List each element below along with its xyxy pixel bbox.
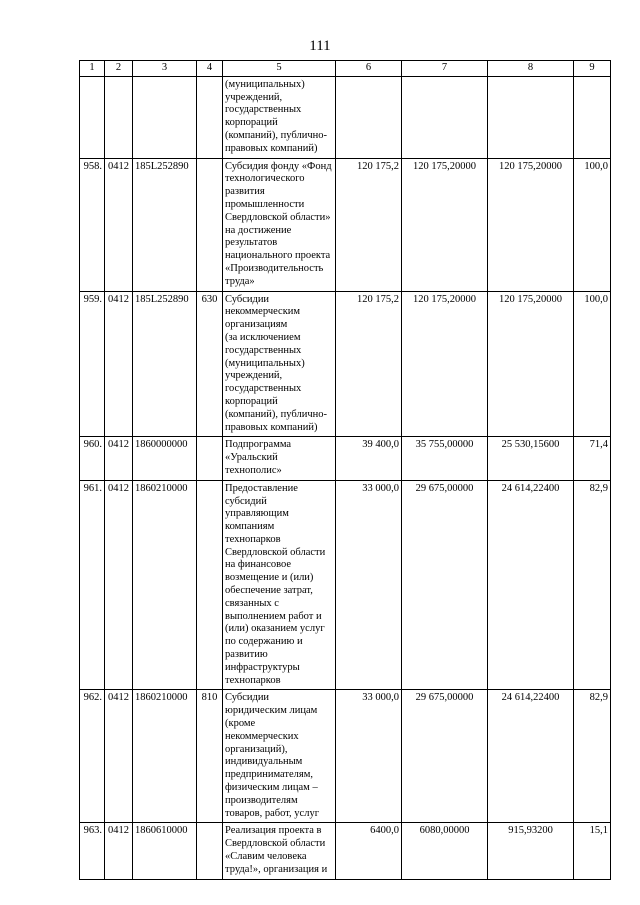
- header-row: [80, 61, 611, 77]
- value-col8: 24 614,22400: [488, 690, 574, 823]
- expense-type: [197, 480, 223, 690]
- target-code: 1860210000: [133, 480, 197, 690]
- header-cell: 5: [223, 61, 336, 77]
- section-code: 0412: [105, 480, 133, 690]
- expense-type: [197, 437, 223, 480]
- expense-type: 810: [197, 690, 223, 823]
- table-row: [80, 291, 611, 437]
- value-col7: 6080,00000: [402, 823, 488, 879]
- header-cell: 9: [574, 61, 611, 77]
- value-col6: 6400,0: [336, 823, 402, 879]
- table-row: [80, 158, 611, 291]
- row-number: 961.: [80, 480, 105, 690]
- section-code: [105, 76, 133, 158]
- table-row: [80, 823, 611, 879]
- header-cell: 4: [197, 61, 223, 77]
- table-row: [80, 480, 611, 690]
- budget-table: [79, 60, 611, 880]
- value-col6: 33 000,0: [336, 480, 402, 690]
- row-number: 960.: [80, 437, 105, 480]
- value-col6: 33 000,0: [336, 690, 402, 823]
- description: Субсидия фонду «Фонд технологического развития промышленности Свердловской области» на достижение результатов национального проекта «Производительность труда»: [223, 158, 336, 291]
- description: Субсидии некоммерческим организациям (за исключением государственных (муниципальных) учреждений, государственных корпораций (компаний), публично- правовых компаний): [223, 291, 336, 437]
- table-row: [80, 76, 611, 158]
- value-col9: 71,4: [574, 437, 611, 480]
- value-col7: [402, 76, 488, 158]
- target-code: 185L252890: [133, 158, 197, 291]
- header-cell: 3: [133, 61, 197, 77]
- header-cell: 1: [80, 61, 105, 77]
- table-row: [80, 690, 611, 823]
- header-cell: 2: [105, 61, 133, 77]
- value-col7: 29 675,00000: [402, 480, 488, 690]
- expense-type: [197, 823, 223, 879]
- section-code: 0412: [105, 291, 133, 437]
- value-col8: 120 175,20000: [488, 291, 574, 437]
- target-code: 185L252890: [133, 291, 197, 437]
- header-cell: 6: [336, 61, 402, 77]
- value-col7: 120 175,20000: [402, 158, 488, 291]
- row-number: 962.: [80, 690, 105, 823]
- target-code: 1860210000: [133, 690, 197, 823]
- value-col6: [336, 76, 402, 158]
- value-col8: 25 530,15600: [488, 437, 574, 480]
- value-col8: 120 175,20000: [488, 158, 574, 291]
- value-col8: 915,93200: [488, 823, 574, 879]
- row-number: 963.: [80, 823, 105, 879]
- value-col7: 35 755,00000: [402, 437, 488, 480]
- description: Субсидии юридическим лицам (кроме некоммерческих организаций), индивидуальным предпринимателям, физическим лицам – производителям товаров, работ, услуг: [223, 690, 336, 823]
- value-col7: 120 175,20000: [402, 291, 488, 437]
- description: Подпрограмма «Уральский технополис»: [223, 437, 336, 480]
- header-cell: 7: [402, 61, 488, 77]
- row-number: 958.: [80, 158, 105, 291]
- value-col9: 100,0: [574, 291, 611, 437]
- value-col8: [488, 76, 574, 158]
- header-cell: 8: [488, 61, 574, 77]
- value-col6: 39 400,0: [336, 437, 402, 480]
- value-col8: 24 614,22400: [488, 480, 574, 690]
- section-code: 0412: [105, 158, 133, 291]
- description: Реализация проекта в Свердловской области «Славим человека труда!», организация и: [223, 823, 336, 879]
- expense-type: [197, 158, 223, 291]
- value-col9: 100,0: [574, 158, 611, 291]
- description: Предоставление субсидий управляющим компаниям технопарков Свердловской области на финансовое возмещение и (или) обеспечение затрат, связанных с выполнением работ и (или) оказанием услуг по содержанию и развитию инфраструктуры технопарков: [223, 480, 336, 690]
- section-code: 0412: [105, 823, 133, 879]
- row-number: 959.: [80, 291, 105, 437]
- value-col9: 82,9: [574, 480, 611, 690]
- value-col7: 29 675,00000: [402, 690, 488, 823]
- description: (муниципальных) учреждений, государственных корпораций (компаний), публично- правовых компаний): [223, 76, 336, 158]
- value-col6: 120 175,2: [336, 291, 402, 437]
- value-col9: 15,1: [574, 823, 611, 879]
- target-code: 1860610000: [133, 823, 197, 879]
- target-code: [133, 76, 197, 158]
- row-number: [80, 76, 105, 158]
- target-code: 1860000000: [133, 437, 197, 480]
- table-row: [80, 437, 611, 480]
- value-col9: 82,9: [574, 690, 611, 823]
- value-col9: [574, 76, 611, 158]
- expense-type: [197, 76, 223, 158]
- value-col6: 120 175,2: [336, 158, 402, 291]
- section-code: 0412: [105, 690, 133, 823]
- expense-type: 630: [197, 291, 223, 437]
- section-code: 0412: [105, 437, 133, 480]
- page-number: 111: [309, 38, 331, 54]
